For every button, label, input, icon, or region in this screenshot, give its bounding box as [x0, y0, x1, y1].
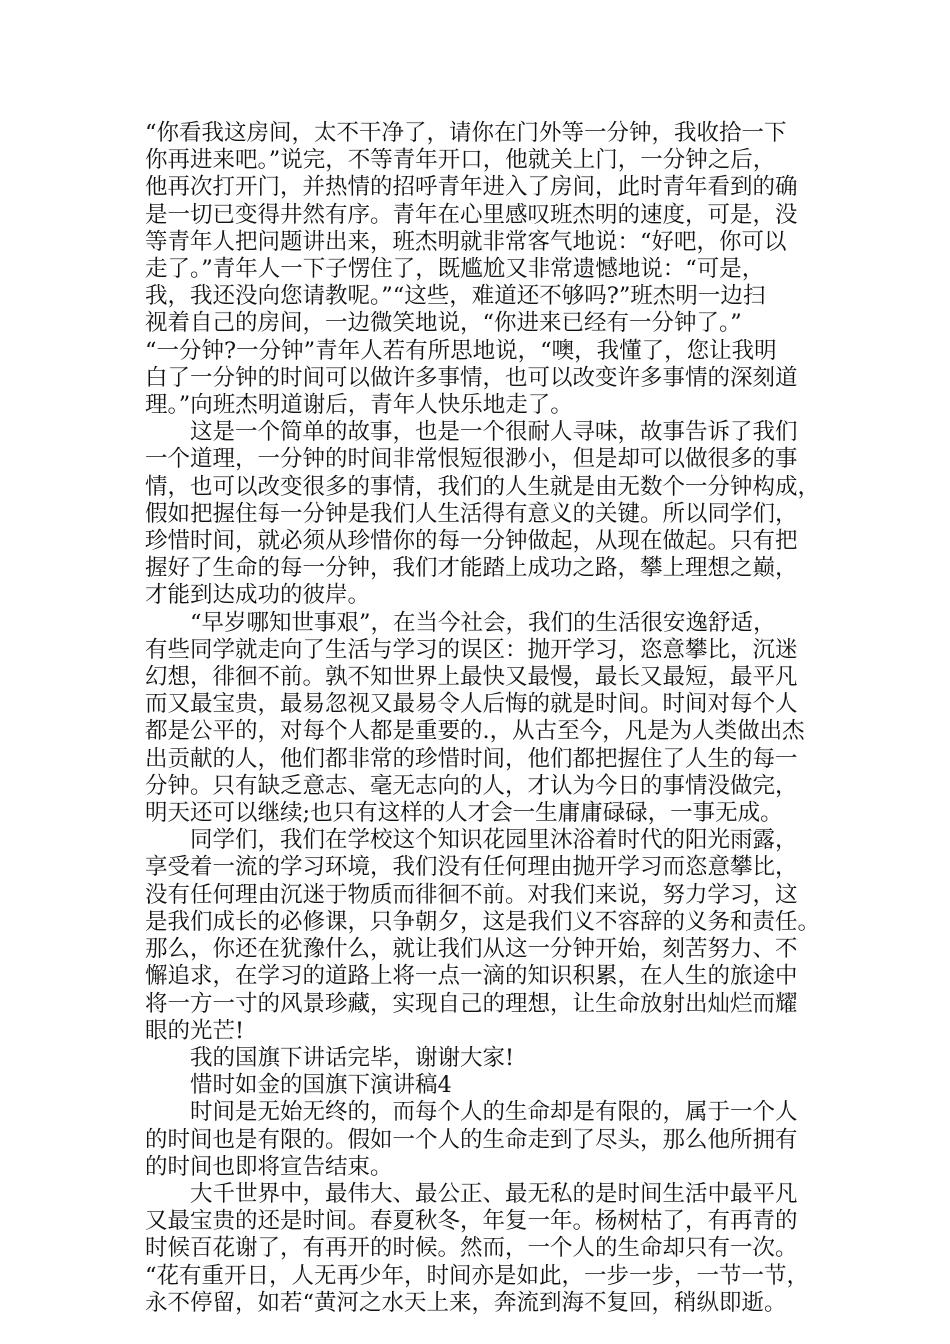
- text-line: 是我们成长的必修课，只争朝夕，这是我们义不容辞的义务和责任。: [145, 908, 821, 935]
- text-line: 理。”向班杰明道谢后，青年人快乐地走了。: [145, 392, 573, 419]
- text-line: 明天还可以继续;也只有这样的人才会一生庸庸碌碌，一事无成。: [145, 800, 783, 827]
- text-line: 懈追求，在学习的道路上将一点一滴的知识积累，在人生的旅途中: [145, 963, 798, 990]
- paragraph-7: [145, 1099, 810, 1181]
- text-line: “一分钟?一分钟”青年人若有所思地说，“噢，我懂了，您让我明: [145, 337, 777, 364]
- closing-remark: [145, 1045, 810, 1072]
- paragraph-4: [145, 827, 821, 1045]
- text-line: 将一方一寸的风景珍藏，实现自己的理想，让生命放射出灿烂而耀: [145, 990, 798, 1017]
- text-line: 那么，你还在犹豫什么，就让我们从这一分钟开始，刻苦努力、不: [145, 936, 798, 963]
- text-line: 才能到达成功的彼岸。: [145, 582, 371, 609]
- text-line: 珍惜时间，就必须从珍惜你的每一分钟做起，从现在做起。只有把: [145, 528, 798, 555]
- text-line: 白了一分钟的时间可以做许多事情，也可以改变许多事情的深刻道: [145, 364, 798, 391]
- text-line: 有些同学就走向了生活与学习的误区：抛开学习，恣意攀比，沉迷: [145, 636, 798, 663]
- text-line: 情，也可以改变很多的事情，我们的人生就是由无数个一分钟构成，: [145, 473, 821, 500]
- paragraph-8: [145, 1181, 810, 1317]
- text-line: 惜时如金的国旗下演讲稿4: [190, 1072, 452, 1099]
- document-page: [145, 120, 821, 1317]
- text-line: 的时间也是有限的。假如一个人的生命走到了尽头，那么他所拥有: [145, 1126, 798, 1153]
- text-line: 我，我还没向您请教呢。”“这些，难道还不够吗?”班杰明一边扫: [145, 283, 766, 310]
- text-line: 幻想，徘徊不前。孰不知世界上最快又最慢，最长又最短，最平凡: [145, 664, 798, 691]
- text-line: 是一切已变得井然有序。青年在心里感叹班杰明的速度，可是，没: [145, 201, 798, 228]
- text-line: 握好了生命的每一分钟，我们才能踏上成功之路，攀上理想之巅，: [145, 555, 798, 582]
- text-line: 等青年人把问题讲出来，班杰明就非常客气地说：“好吧，你可以: [145, 228, 787, 255]
- text-line: “你看我这房间，太不干净了，请你在门外等一分钟，我收拾一下: [145, 120, 787, 146]
- text-line: 我的国旗下讲话完毕，谢谢大家!: [190, 1044, 515, 1071]
- text-line: 永不停留，如若“黄河之水天上来，奔流到海不复回，稍纵即逝。: [145, 1289, 787, 1316]
- text-line: 又最宝贵的还是时间。春夏秋冬，年复一年。杨树枯了，有再青的: [145, 1208, 798, 1235]
- text-line: “早岁哪知世事艰”，在当今社会，我们的生活很安逸舒适，: [190, 609, 776, 636]
- text-line: 时间是无始无终的，而每个人的生命却是有限的，属于一个人: [190, 1099, 798, 1126]
- text-line: 这是一个简单的故事，也是一个很耐人寻味，故事告诉了我们: [190, 419, 798, 446]
- text-line: 同学们，我们在学校这个知识花园里沐浴着时代的阳光雨露，: [190, 827, 798, 854]
- paragraph-1: [145, 120, 810, 419]
- text-line: 你再进来吧。”说完，不等青年开口，他就关上门，一分钟之后，: [145, 147, 776, 174]
- text-line: 假如把握住每一分钟是我们人生活得有意义的关键。所以同学们，: [145, 500, 798, 527]
- text-line: 都是公平的，对每个人都是重要的.，从古至今，凡是为人类做出杰: [145, 718, 805, 745]
- text-line: 时候百花谢了，有再开的时候。然而，一个人的生命却只有一次。: [145, 1235, 798, 1262]
- text-line: 而又最宝贵，最易忽视又最易令人后悔的就是时间。时间对每个人: [145, 691, 798, 718]
- text-line: 的时间也即将宣告结束。: [145, 1153, 393, 1180]
- text-line: 一个道理，一分钟的时间非常恨短很渺小，但是却可以做很多的事: [145, 446, 798, 473]
- text-line: 走了。”青年人一下子愣住了，既尴尬又非常遗憾地说：“可是，: [145, 256, 765, 283]
- text-line: 视着自己的房间，一边微笑地说，“你进来已经有一分钟了。”: [145, 310, 742, 337]
- text-line: 分钟。只有缺乏意志、毫无志向的人，才认为今日的事情没做完，: [145, 772, 798, 799]
- text-line: “花有重开日，人无再少年，时间亦是如此，一步一步，一节一节，: [145, 1262, 810, 1289]
- section-heading: [145, 1072, 810, 1099]
- text-line: 眼的光芒!: [145, 1017, 245, 1044]
- text-line: 大千世界中，最伟大、最公正、最无私的是时间生活中最平凡: [190, 1180, 798, 1207]
- paragraph-3: [145, 610, 810, 828]
- text-line: 没有任何理由沉迷于物质而徘徊不前。对我们来说，努力学习，这: [145, 881, 798, 908]
- text-line: 出贡献的人，他们都非常的珍惜时间，他们都把握住了人生的每一: [145, 745, 798, 772]
- text-line: 享受着一流的学习环境，我们没有任何理由抛开学习而恣意攀比，: [145, 854, 798, 881]
- paragraph-2: [145, 419, 821, 609]
- text-line: 他再次打开门，并热情的招呼青年进入了房间，此时青年看到的确: [145, 174, 798, 201]
